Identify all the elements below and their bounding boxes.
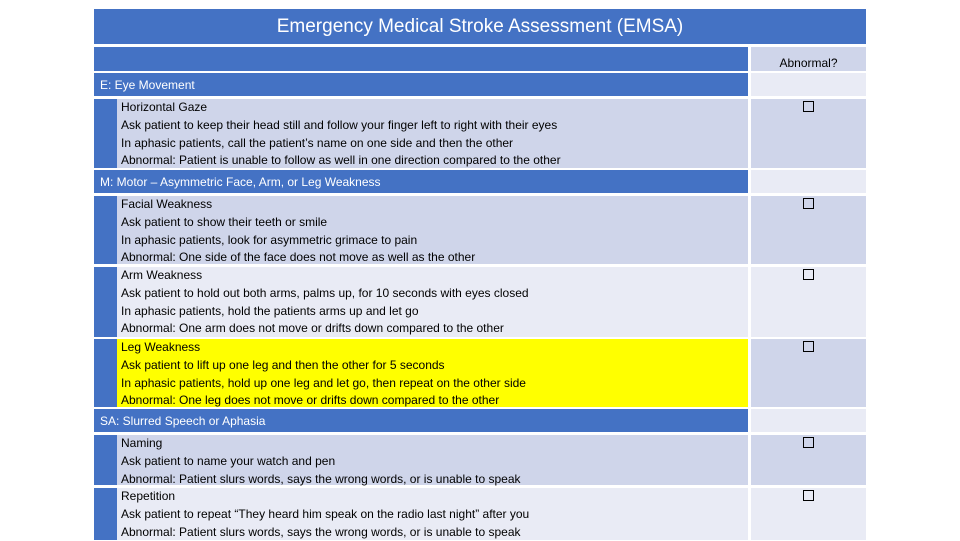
row-indent [94,488,117,540]
item-abnormal-criteria: Abnormal: One leg does not move or drifts down compared to the other [121,393,500,408]
checkbox-horizontal-gaze[interactable] [803,101,814,112]
item-repetition [117,488,748,540]
checkbox-facial-weakness[interactable] [803,198,814,209]
section-motor: M: Motor – Asymmetric Face, Arm, or Leg Weakness [94,170,748,193]
item-abnormal-criteria: Abnormal: Patient is unable to follow as well in one direction compared to the other [121,153,561,168]
section-spacer-cell [751,170,866,193]
checkbox-repetition[interactable] [803,490,814,501]
row-indent [94,435,117,485]
item-aphasic-note: In aphasic patients, look for asymmetric grimace to pain [121,232,418,247]
row-indent [94,339,117,407]
item-title: Facial Weakness [121,197,213,211]
item-instruction: Ask patient to name your watch and pen [121,453,336,468]
item-abnormal-criteria: Abnormal: Patient slurs words, says the wrong words, or is unable to speak [121,471,521,486]
row-indent [94,196,117,264]
abnormal-cell [751,488,866,540]
header-row-left [94,47,748,71]
row-indent [94,267,117,337]
checkbox-arm-weakness[interactable] [803,269,814,280]
section-speech: SA: Slurred Speech or Aphasia [94,409,748,432]
abnormal-cell [751,196,866,264]
item-title: Arm Weakness [121,268,203,282]
item-aphasic-note: In aphasic patients, hold up one leg and let go, then repeat on the other side [121,375,526,390]
page-title: Emergency Medical Stroke Assessment (EMSA) [94,9,866,44]
section-eye-movement: E: Eye Movement [94,73,748,96]
item-arm-weakness [117,267,748,337]
item-horizontal-gaze [117,99,748,168]
section-spacer-cell [751,409,866,432]
abnormal-cell [751,435,866,485]
section-spacer-cell [751,73,866,96]
abnormal-cell [751,339,866,407]
checkbox-naming[interactable] [803,437,814,448]
abnormal-column-header: Abnormal? [751,47,866,71]
item-aphasic-note: In aphasic patients, call the patient’s name on one side and then the other [121,135,514,150]
item-abnormal-criteria: Abnormal: One arm does not move or drifts down compared to the other [121,321,504,336]
item-leg-weakness-highlighted [117,339,748,407]
item-instruction: Ask patient to lift up one leg and then the other for 5 seconds [121,357,445,372]
abnormal-cell [751,99,866,168]
item-instruction: Ask patient to hold out both arms, palms up, for 10 seconds with eyes closed [121,285,529,300]
item-abnormal-criteria: Abnormal: One side of the face does not move as well as the other [121,250,476,265]
row-indent [94,99,117,168]
item-title: Naming [121,436,163,450]
item-naming [117,435,748,485]
item-aphasic-note: In aphasic patients, hold the patients arms up and let go [121,303,419,318]
item-title: Horizontal Gaze [121,100,208,114]
item-instruction: Ask patient to keep their head still and follow your finger left to right with their eyes [121,117,558,132]
item-instruction: Ask patient to repeat “They heard him speak on the radio last night” after you [121,506,530,521]
item-facial-weakness [117,196,748,264]
checkbox-leg-weakness[interactable] [803,341,814,352]
item-title: Repetition [121,489,176,503]
item-abnormal-criteria: Abnormal: Patient slurs words, says the wrong words, or is unable to speak [121,524,521,539]
item-instruction: Ask patient to show their teeth or smile [121,214,328,229]
item-title: Leg Weakness [121,340,201,354]
abnormal-cell [751,267,866,337]
